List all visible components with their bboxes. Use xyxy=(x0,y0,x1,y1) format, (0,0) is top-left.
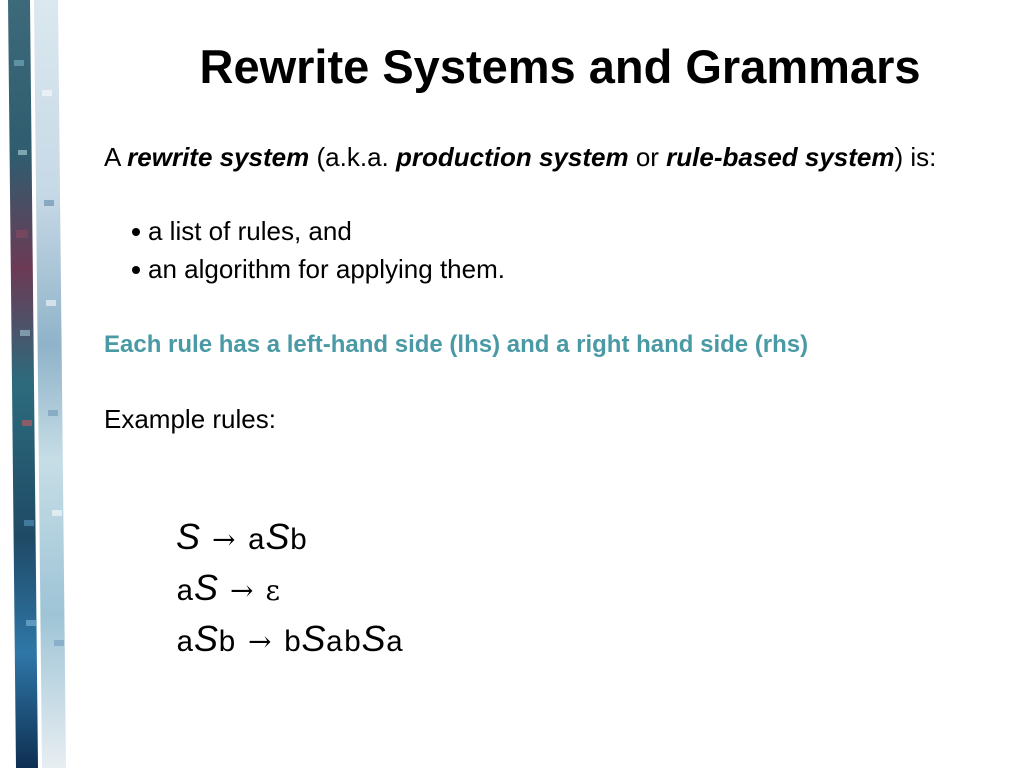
bullet-text: an algorithm for applying them. xyxy=(148,254,505,284)
rhs-symbol: ε xyxy=(265,574,281,607)
rhs-symbol: b xyxy=(289,525,308,559)
intro-paragraph xyxy=(104,138,984,176)
rules-list xyxy=(176,514,404,667)
slide-title: Rewrite Systems and Grammars xyxy=(199,40,921,93)
term-production-system: production system xyxy=(395,142,629,172)
slide-body xyxy=(104,138,984,438)
lhs-symbol: S xyxy=(194,618,219,659)
lhs-symbol: S xyxy=(194,567,219,608)
intro-or: or xyxy=(635,142,659,172)
bullet-list xyxy=(132,212,984,288)
term-rule-based-system: rule-based system xyxy=(666,142,895,172)
bullet-dot-icon xyxy=(132,266,140,274)
bullet-text: a list of rules, and xyxy=(148,216,352,246)
rhs-symbol: a xyxy=(247,525,266,559)
lhs-symbol: S xyxy=(176,516,201,557)
rhs-symbol: b xyxy=(283,627,302,661)
lhs-symbol: a xyxy=(176,627,195,661)
right-arrow-icon: → xyxy=(248,625,272,658)
rhs-symbol: ab xyxy=(325,627,362,661)
bullet-item xyxy=(132,212,984,250)
production-rule xyxy=(176,514,404,565)
rhs-symbol: S xyxy=(361,618,386,659)
examples-label: Example rules: xyxy=(104,404,276,434)
intro-a: A xyxy=(104,142,120,172)
decorative-banner xyxy=(0,0,76,768)
rhs-symbol: S xyxy=(265,516,290,557)
rhs-symbol: a xyxy=(385,627,404,661)
production-rule xyxy=(176,565,404,616)
right-arrow-icon: → xyxy=(212,523,236,556)
intro-tail: ) is: xyxy=(894,142,937,172)
lhs-symbol: b xyxy=(218,627,237,661)
rhs-symbol: S xyxy=(301,618,326,659)
bullet-item xyxy=(132,250,984,288)
intro-aka: (a.k.a. xyxy=(316,142,389,172)
production-rule xyxy=(176,616,404,667)
highlight-statement: Each rule has a left-hand side (lhs) and a right hand side (rhs) xyxy=(104,331,809,358)
term-rewrite-system: rewrite system xyxy=(127,142,310,172)
lhs-symbol: a xyxy=(176,576,195,610)
bullet-dot-icon xyxy=(132,228,140,236)
right-arrow-icon: → xyxy=(230,574,254,607)
